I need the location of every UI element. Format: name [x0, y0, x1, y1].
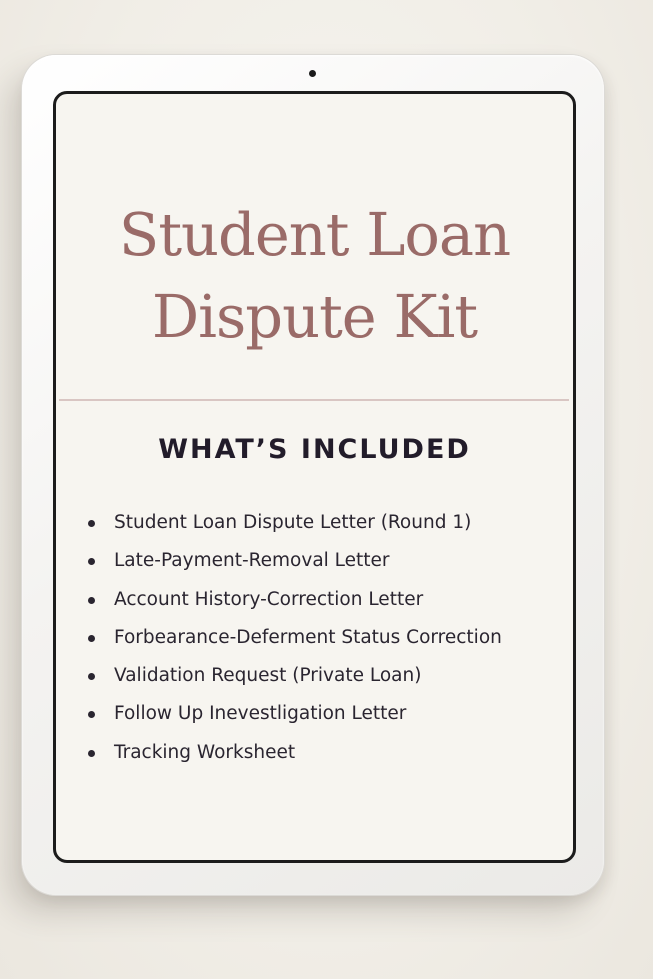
camera-icon — [309, 70, 316, 77]
bullet-icon — [88, 711, 95, 718]
divider — [59, 399, 569, 401]
list-item-label: Follow Up Inevestligation Letter — [114, 703, 407, 725]
list-item-label: Tracking Worksheet — [114, 741, 296, 763]
tablet-device — [22, 55, 604, 895]
list-item — [114, 695, 502, 733]
bullet-icon — [88, 635, 95, 642]
section-heading: WHAT’S INCLUDED — [158, 434, 471, 465]
title-line-2: Dispute Kit — [151, 282, 478, 351]
bullet-icon — [88, 520, 95, 527]
included-items-list — [114, 504, 502, 772]
list-item — [114, 504, 502, 542]
list-item — [114, 542, 502, 580]
list-item — [114, 581, 502, 619]
document-title — [56, 194, 573, 358]
title-line-1: Student Loan — [118, 200, 511, 269]
list-item — [114, 619, 502, 657]
bullet-icon — [88, 558, 95, 565]
list-item-label: Validation Request (Private Loan) — [114, 665, 422, 687]
list-item — [114, 657, 502, 695]
list-item-label: Student Loan Dispute Letter (Round 1) — [114, 512, 472, 533]
list-item — [114, 734, 502, 772]
bullet-icon — [88, 597, 95, 604]
list-item-label: Account History-Correction Letter — [114, 588, 424, 610]
bullet-icon — [88, 750, 95, 757]
list-item-label: Forbearance-Deferment Status Correction — [114, 626, 502, 648]
list-item-label: Late-Payment-Removal Letter — [114, 550, 390, 572]
bullet-icon — [88, 673, 95, 680]
tablet-screen — [53, 91, 576, 863]
